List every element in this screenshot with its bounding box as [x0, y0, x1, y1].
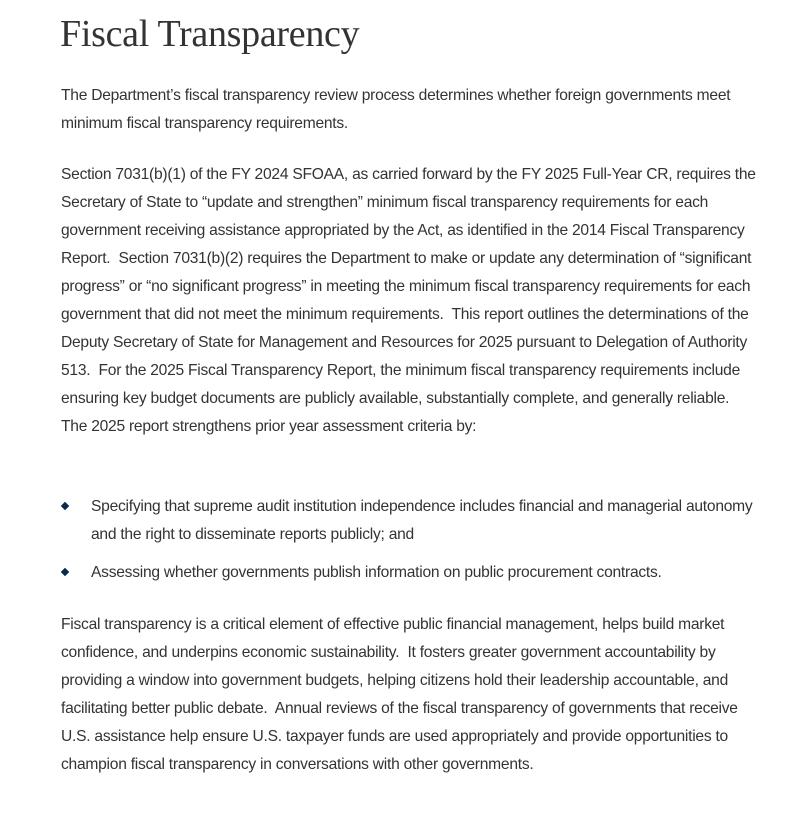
- diamond-bullet-icon: [61, 502, 69, 510]
- list-item-text: Specifying that supreme audit institution independence includes financial and managerial autonomy and the right to disseminate reports publicly; and: [91, 498, 753, 543]
- list-item: [61, 559, 761, 587]
- list-item-text: Assessing whether governments publish information on public procurement contracts.: [91, 564, 662, 581]
- list-item: [61, 493, 761, 549]
- diamond-bullet-icon: [61, 568, 69, 576]
- section-paragraph: Section 7031(b)(1) of the FY 2024 SFOAA, as carried forward by the FY 2025 Full-Year CR, requires the Secretary of State to “update and strengthen” minimum fiscal transparency requirements for each government receiving assistance appropriated by the Act, as identified in the 2014 Fiscal Transparency Report. Section 7031(b)(2) requires the Department to make or update any determination of “significant progress” or “no significant progress” in meeting the minimum fiscal transparency requirements for each government that did not meet the minimum requirements. This report outlines the determinations of the Deputy Secretary of State for Management and Resources for 2025 pursuant to Delegation of Authority 513. For the 2025 Fiscal Transparency Report, the minimum fiscal transparency requirements include ensuring key budget documents are publicly available, substantially complete, and generally reliable. The 2025 report strengthens prior year assessment criteria by:: [61, 166, 756, 435]
- intro-paragraph: The Department’s fiscal transparency review process determines whether foreign governments meet minimum fiscal transparency requirements.: [61, 87, 731, 132]
- criteria-list: [61, 493, 761, 597]
- closing-paragraph: Fiscal transparency is a critical element of effective public financial management, helps build market confidence, and underpins economic sustainability. It fosters greater government accountability by providing a window into government budgets, helping citizens hold their leadership accountable, and facilitating better public debate. Annual reviews of the fiscal transparency of governments that receive U.S. assistance help ensure U.S. taxpayer funds are used appropriately and provide opportunities to champion fiscal transparency in conversations with other governments.: [61, 616, 738, 773]
- page-title: Fiscal Transparency: [60, 13, 360, 55]
